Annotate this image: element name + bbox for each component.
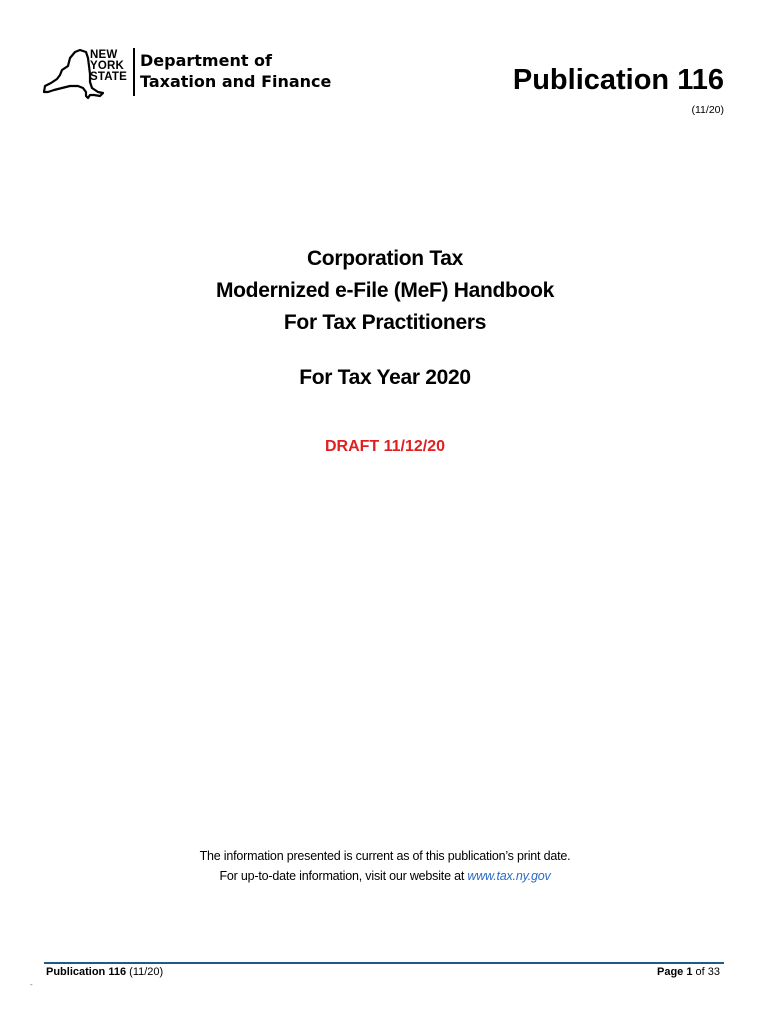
info-notice	[0, 846, 770, 886]
agency-name-line1: Department of	[140, 51, 273, 70]
footer-page-number	[657, 966, 720, 978]
footer-publication	[46, 966, 163, 978]
wordmark-state: STATE	[90, 71, 127, 83]
logo-divider	[133, 48, 135, 96]
info-line-2-text: For up-to-date information, visit our website at	[219, 869, 468, 883]
page-mark: -	[30, 980, 33, 989]
tax-year-heading: For Tax Year 2020	[299, 366, 471, 389]
publication-date: (11/20)	[691, 104, 724, 116]
title-line-3: For Tax Practitioners	[283, 311, 487, 334]
agency-name-line2: Taxation and Finance	[140, 72, 332, 91]
footer-divider	[44, 962, 724, 964]
new-york-state-wordmark	[90, 50, 127, 83]
nys-dtf-logo	[42, 46, 332, 102]
footer-page-current: 1	[686, 966, 693, 978]
footer-page-total: of 33	[692, 966, 720, 978]
info-line-2	[0, 866, 770, 886]
title-line-1: Corporation Tax	[306, 247, 464, 270]
footer-publication-label: Publication 116	[46, 966, 127, 978]
footer-page-label: Page	[656, 966, 687, 978]
footer-publication-date: (11/20)	[126, 966, 164, 978]
title-line-2: Modernized e-File (MeF) Handbook	[215, 279, 555, 302]
wordmark-york: YORK	[90, 60, 125, 72]
publication-title: Publication 116	[512, 64, 724, 96]
website-link[interactable]: www.tax.ny.gov	[467, 869, 551, 883]
info-line-1: The information presented is current as of this publication’s print date.	[199, 849, 571, 863]
wordmark-new: NEW	[90, 49, 118, 61]
agency-name	[140, 50, 331, 92]
draft-label: DRAFT 11/12/20	[324, 438, 446, 455]
document-title	[0, 243, 770, 339]
